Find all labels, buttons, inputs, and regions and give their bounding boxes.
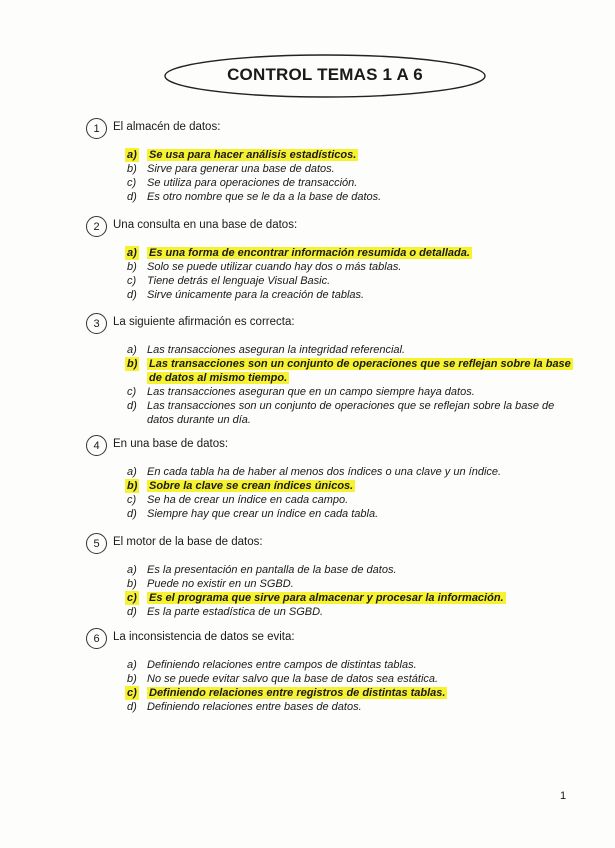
option-letter: b) [127,261,137,273]
option-letter: b) [127,163,137,175]
option-text: Sirve para generar una base de datos. [147,163,335,175]
option-text: Sirve únicamente para la creación de tablas. [147,289,365,301]
question-6 [86,628,576,714]
answer-option [86,385,576,399]
option-letter: c) [127,687,137,699]
question-number-circle: 3 [86,313,107,334]
question-2 [86,216,576,302]
answer-options [86,343,576,427]
answer-options [86,465,576,521]
option-text: Sobre la clave se crean índices únicos. [149,480,354,492]
answer-option [86,672,576,686]
option-text: Las transacciones aseguran la integridad referencial. [147,344,406,356]
option-letter: a) [127,149,137,161]
option-text: Definiendo relaciones entre bases de datos. [147,701,362,713]
option-text: Las transacciones son un conjunto de operaciones que se reflejan sobre la base de datos durante un día. [147,400,555,426]
question-text: En una base de datos: [113,438,229,450]
answer-option [86,176,576,190]
option-text: No se puede evitar salvo que la base de datos sea estática. [147,673,439,685]
option-text: En cada tabla ha de haber al menos dos índices o una clave y un índice. [147,466,502,478]
question-text: El almacén de datos: [113,121,221,133]
title-banner [162,52,488,100]
question-4 [86,435,576,521]
answer-option [86,658,576,672]
answer-option-highlighted [86,686,576,700]
option-text: Tiene detrás el lenguaje Visual Basic. [147,275,331,287]
option-letter: c) [127,592,137,604]
answer-option [86,605,576,619]
question-1 [86,118,576,204]
option-letter: d) [127,606,137,618]
question-3 [86,313,576,427]
question-header [86,628,576,650]
option-letter: d) [127,400,137,412]
answer-option [86,162,576,176]
option-text: Se utiliza para operaciones de transacción. [147,177,358,189]
option-text: Solo se puede utilizar cuando hay dos o más tablas. [147,261,402,273]
question-number-circle: 5 [86,533,107,554]
option-letter: a) [127,659,137,671]
question-header [86,435,576,457]
option-letter: c) [127,177,137,189]
answer-option [86,493,576,507]
answer-option-highlighted [86,591,576,605]
question-text: El motor de la base de datos: [113,536,263,548]
question-number-circle: 6 [86,628,107,649]
option-letter: b) [127,358,138,370]
answer-option [86,507,576,521]
answer-option [86,577,576,591]
question-header [86,216,576,238]
option-text: Se usa para hacer análisis estadísticos. [149,149,357,161]
option-letter: d) [127,508,137,520]
option-letter: d) [127,191,137,203]
option-letter: d) [127,701,137,713]
page-number: 1 [560,790,567,802]
option-letter: a) [127,247,137,259]
answer-options [86,658,576,714]
option-letter: c) [127,494,137,506]
option-letter: b) [127,673,137,685]
answer-option-highlighted [86,246,576,260]
option-text: Las transacciones aseguran que en un campo siempre haya datos. [147,386,475,398]
question-header [86,313,576,335]
answer-option [86,288,576,302]
question-number-circle: 2 [86,216,107,237]
question-header [86,533,576,555]
answer-option-highlighted [86,479,576,493]
question-header [86,118,576,140]
answer-options [86,563,576,619]
option-letter: b) [127,578,137,590]
option-text: Definiendo relaciones entre campos de distintas tablas. [147,659,417,671]
option-text: Es la parte estadística de un SGBD. [147,606,324,618]
option-letter: c) [127,386,137,398]
answer-options [86,148,576,204]
option-letter: a) [127,344,137,356]
option-text: Se ha de crear un índice en cada campo. [147,494,349,506]
option-text: Es la presentación en pantalla de la base de datos. [147,564,397,576]
answer-option [86,399,576,427]
option-text: Es una forma de encontrar información resumida o detallada. [149,247,470,259]
option-letter: a) [127,466,137,478]
page-title: CONTROL TEMAS 1 A 6 [227,65,423,84]
answer-option [86,190,576,204]
option-letter: c) [127,275,137,287]
option-text: Las transacciones son un conjunto de operaciones que se reflejan sobre la base de datos al mismo tiempo. [149,358,571,384]
option-text: Es otro nombre que se le da a la base de datos. [147,191,382,203]
answer-option [86,274,576,288]
question-text: Una consulta en una base de datos: [113,219,298,231]
question-number-circle: 1 [86,118,107,139]
question-text: La inconsistencia de datos se evita: [113,631,295,643]
option-text: Siempre hay que crear un índice en cada tabla. [147,508,379,520]
question-text: La siguiente afirmación es correcta: [113,316,295,328]
answer-option [86,465,576,479]
option-text: Definiendo relaciones entre registros de distintas tablas. [149,687,446,699]
option-letter: a) [127,564,137,576]
option-text: Es el programa que sirve para almacenar y procesar la información. [149,592,504,604]
question-5 [86,533,576,619]
option-letter: d) [127,289,137,301]
answer-option [86,343,576,357]
answer-option-highlighted [86,148,576,162]
answer-options [86,246,576,302]
answer-option [86,563,576,577]
answer-option [86,260,576,274]
question-number-circle: 4 [86,435,107,456]
answer-option [86,700,576,714]
option-letter: b) [127,480,138,492]
option-text: Puede no existir en un SGBD. [147,578,294,590]
answer-option-highlighted [86,357,576,385]
